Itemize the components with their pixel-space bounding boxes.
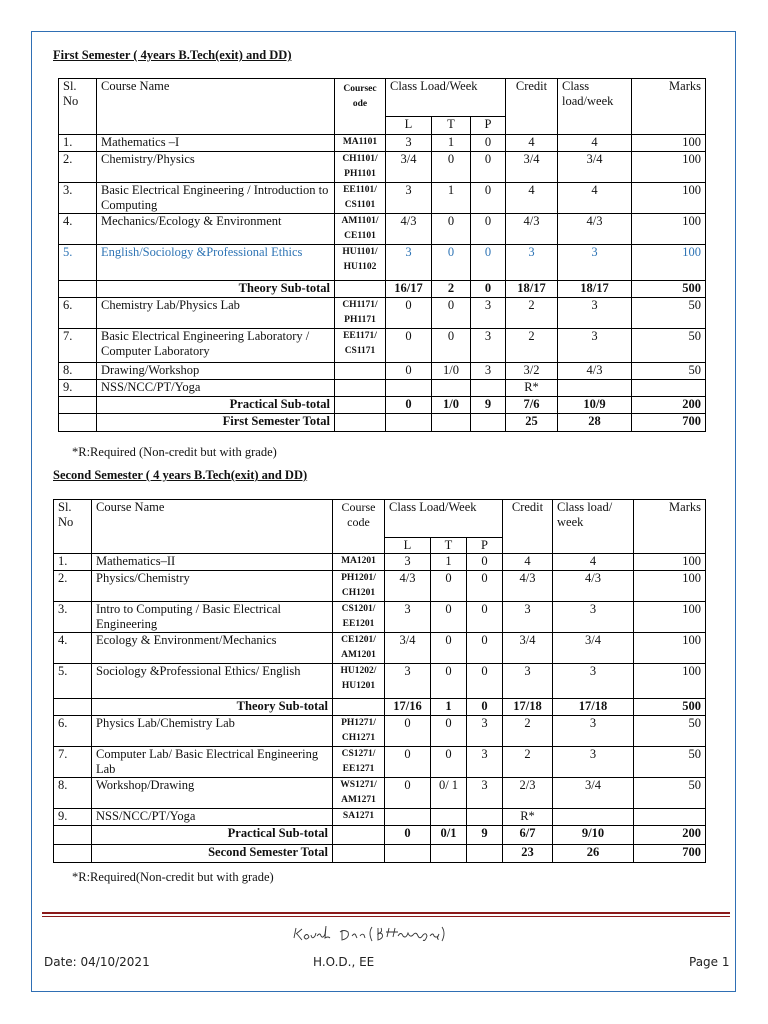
sl-cell: 1. — [54, 554, 92, 571]
course-code-cell: SA1271 — [333, 809, 385, 826]
sl-cell: 9. — [54, 809, 92, 826]
sem2-header-row — [54, 500, 706, 538]
sl-cell: 8. — [54, 778, 92, 809]
p-cell: 3 — [467, 716, 503, 747]
empty-cell — [467, 845, 503, 863]
credit-cell: 6/7 — [503, 826, 553, 845]
sl-cell: 6. — [54, 716, 92, 747]
marks-cell: 50 — [634, 747, 706, 778]
credit-cell: 4 — [506, 135, 558, 152]
empty-cell — [335, 281, 386, 298]
classload-cell: 4 — [558, 183, 632, 214]
sl-cell: 5. — [59, 245, 97, 281]
course-row — [59, 183, 706, 214]
course-row — [54, 664, 706, 699]
course-code-cell: HU1202/ HU1201 — [333, 664, 385, 699]
t-cell: 1/0 — [432, 363, 471, 380]
l-cell — [385, 809, 431, 826]
course-code-cell: HU1101/ HU1102 — [335, 245, 386, 281]
credit-cell: 7/6 — [506, 397, 558, 414]
course-code-cell: CH1171/ PH1171 — [335, 298, 386, 329]
course-header: Course Name — [92, 500, 333, 554]
course-name-cell: Physics Lab/Chemistry Lab — [92, 716, 333, 747]
t-cell: 0 — [432, 245, 471, 281]
empty-cell — [59, 397, 97, 414]
empty-cell — [59, 281, 97, 298]
credit-cell: 2 — [506, 298, 558, 329]
course-row — [54, 571, 706, 602]
course-code-cell: CH1101/ PH1101 — [335, 152, 386, 183]
marks-cell: 100 — [632, 214, 706, 245]
footer-date: Date: 04/10/2021 — [44, 955, 150, 969]
course-name-cell: English/Sociology &Professional Ethics — [97, 245, 335, 281]
marks-cell: 50 — [634, 716, 706, 747]
course-code-cell: WS1271/ AM1271 — [333, 778, 385, 809]
marks-cell: 200 — [634, 826, 706, 845]
footer-hod: H.O.D., EE — [313, 955, 375, 969]
marks-cell: 100 — [632, 245, 706, 281]
t-cell: 0 — [432, 329, 471, 363]
p-cell: 3 — [471, 329, 506, 363]
practical-subtotal-label: Practical Sub-total — [97, 397, 335, 414]
empty-cell — [59, 414, 97, 432]
theory-subtotal-label: Theory Sub-total — [92, 699, 333, 716]
marks-cell: 500 — [632, 281, 706, 298]
marks-header: Marks — [632, 79, 706, 135]
p-cell: 0 — [471, 135, 506, 152]
sl-cell: 5. — [54, 664, 92, 699]
classload-cell: 4 — [558, 135, 632, 152]
marks-cell: 100 — [634, 554, 706, 571]
credit-cell: 4/3 — [506, 214, 558, 245]
course-code-cell — [335, 380, 386, 397]
p-cell: 0 — [467, 664, 503, 699]
p-cell: 0 — [467, 602, 503, 633]
marks-header: Marks — [634, 500, 706, 554]
l-cell: 0 — [385, 826, 431, 845]
sl-cell: 7. — [59, 329, 97, 363]
course-row — [54, 602, 706, 633]
sl-header: Sl. No — [54, 500, 92, 554]
sl-cell: 3. — [59, 183, 97, 214]
classload-cell: 4/3 — [558, 363, 632, 380]
semester-total-row — [59, 414, 706, 432]
footer-page: Page 1 — [689, 955, 730, 969]
sl-cell: 1. — [59, 135, 97, 152]
l-cell: 3 — [386, 135, 432, 152]
theory-subtotal-row — [59, 281, 706, 298]
credit-header: Credit — [503, 500, 553, 554]
marks-cell: 50 — [632, 298, 706, 329]
footer-rule — [42, 912, 730, 914]
l-cell: 4/3 — [386, 214, 432, 245]
marks-cell: 500 — [634, 699, 706, 716]
semester-total-label: First Semester Total — [97, 414, 335, 432]
semester-total-row — [54, 845, 706, 863]
empty-cell — [432, 414, 471, 432]
l-cell: 3 — [385, 664, 431, 699]
l-cell: 0 — [385, 747, 431, 778]
course-name-cell: Chemistry/Physics — [97, 152, 335, 183]
t-cell: 2 — [432, 281, 471, 298]
marks-cell: 100 — [634, 571, 706, 602]
course-name-cell: NSS/NCC/PT/Yoga — [97, 380, 335, 397]
p-cell: 9 — [467, 826, 503, 845]
credit-cell: R* — [503, 809, 553, 826]
sem2-note: *R:Required(Non-credit but with grade) — [72, 870, 274, 884]
l-cell: 16/17 — [386, 281, 432, 298]
course-code-cell — [335, 363, 386, 380]
marks-cell: 50 — [632, 329, 706, 363]
l-cell: 3/4 — [385, 633, 431, 664]
marks-cell — [634, 809, 706, 826]
sem1-body — [59, 135, 706, 432]
credit-cell: 23 — [503, 845, 553, 863]
t-cell: 1 — [431, 554, 467, 571]
marks-cell: 50 — [632, 363, 706, 380]
p-cell: 3 — [471, 298, 506, 329]
sem1-title: First Semester ( 4years B.Tech(exit) and DD) — [53, 48, 292, 62]
t-cell: 1 — [432, 135, 471, 152]
course-code-cell: MA1201 — [333, 554, 385, 571]
credit-cell: R* — [506, 380, 558, 397]
l-cell: 17/16 — [385, 699, 431, 716]
course-code-cell: CS1201/ EE1201 — [333, 602, 385, 633]
p-cell: 9 — [471, 397, 506, 414]
p-header: P — [467, 538, 503, 554]
t-cell: 0 — [431, 716, 467, 747]
empty-cell — [386, 414, 432, 432]
classload-cell: 28 — [558, 414, 632, 432]
t-cell: 0 — [431, 664, 467, 699]
course-row — [59, 152, 706, 183]
course-name-cell: Sociology &Professional Ethics/ English — [92, 664, 333, 699]
credit-cell: 2/3 — [503, 778, 553, 809]
course-name-cell: Physics/Chemistry — [92, 571, 333, 602]
course-code-cell: AM1101/ CE1101 — [335, 214, 386, 245]
t-cell: 0 — [431, 633, 467, 664]
course-code-cell: CE1201/ AM1201 — [333, 633, 385, 664]
l-cell: 0 — [385, 716, 431, 747]
classload-cell: 10/9 — [558, 397, 632, 414]
course-row — [54, 716, 706, 747]
empty-cell — [335, 397, 386, 414]
classload-cell: 4/3 — [553, 571, 634, 602]
l-header: L — [386, 117, 432, 135]
course-row — [59, 363, 706, 380]
credit-cell: 18/17 — [506, 281, 558, 298]
t-cell: 1 — [431, 699, 467, 716]
marks-cell: 100 — [634, 664, 706, 699]
credit-cell: 4/3 — [503, 571, 553, 602]
course-row — [59, 329, 706, 363]
load-header: Class Load/Week — [386, 79, 506, 117]
course-row — [59, 135, 706, 152]
sem2-table — [53, 499, 706, 863]
course-row — [54, 554, 706, 571]
credit-cell: 2 — [503, 747, 553, 778]
credit-cell: 3 — [503, 664, 553, 699]
t-cell: 0/ 1 — [431, 778, 467, 809]
empty-cell — [471, 414, 506, 432]
t-cell — [431, 809, 467, 826]
credit-cell: 3/2 — [506, 363, 558, 380]
t-cell: 0 — [431, 602, 467, 633]
sem1-note: *R:Required (Non-credit but with grade) — [72, 445, 277, 459]
sl-cell: 9. — [59, 380, 97, 397]
practical-subtotal-row — [59, 397, 706, 414]
empty-cell — [431, 845, 467, 863]
marks-cell: 200 — [632, 397, 706, 414]
marks-cell: 700 — [634, 845, 706, 863]
l-cell: 0 — [386, 363, 432, 380]
credit-cell: 2 — [506, 329, 558, 363]
course-code-cell: EE1101/ CS1101 — [335, 183, 386, 214]
sl-cell: 2. — [54, 571, 92, 602]
credit-cell: 4 — [506, 183, 558, 214]
course-name-cell: Drawing/Workshop — [97, 363, 335, 380]
l-cell: 0 — [386, 298, 432, 329]
p-cell — [471, 380, 506, 397]
p-cell: 3 — [467, 778, 503, 809]
l-cell: 3 — [386, 183, 432, 214]
l-cell: 3 — [385, 554, 431, 571]
sl-cell: 3. — [54, 602, 92, 633]
marks-cell: 100 — [632, 135, 706, 152]
course-row — [59, 214, 706, 245]
classload-cell — [553, 809, 634, 826]
sl-cell: 2. — [59, 152, 97, 183]
credit-header: Credit — [506, 79, 558, 135]
p-cell: 3 — [471, 363, 506, 380]
l-cell: 0 — [385, 778, 431, 809]
credit-cell: 3/4 — [503, 633, 553, 664]
p-cell: 3 — [467, 747, 503, 778]
classload-cell: 3 — [553, 664, 634, 699]
course-name-cell: Intro to Computing / Basic Electrical Engineering — [92, 602, 333, 633]
course-row — [59, 245, 706, 281]
course-name-cell: Ecology & Environment/Mechanics — [92, 633, 333, 664]
course-name-cell: Mathematics–II — [92, 554, 333, 571]
classload-cell: 4/3 — [558, 214, 632, 245]
course-row — [59, 298, 706, 329]
p-cell: 0 — [471, 152, 506, 183]
sem2-title: Second Semester ( 4 years B.Tech(exit) and DD) — [53, 468, 308, 482]
l-cell: 0 — [386, 329, 432, 363]
sem1-header-row — [59, 79, 706, 117]
t-header: T — [432, 117, 471, 135]
marks-cell: 100 — [634, 602, 706, 633]
t-header: T — [431, 538, 467, 554]
course-code-cell: EE1171/ CS1171 — [335, 329, 386, 363]
t-cell: 0 — [432, 214, 471, 245]
course-name-cell: Workshop/Drawing — [92, 778, 333, 809]
p-cell: 0 — [467, 554, 503, 571]
empty-cell — [54, 845, 92, 863]
classload-cell: 18/17 — [558, 281, 632, 298]
l-cell: 3 — [385, 602, 431, 633]
course-name-cell: Computer Lab/ Basic Electrical Engineering Lab — [92, 747, 333, 778]
empty-cell — [333, 699, 385, 716]
footer-rule-thin — [42, 916, 730, 917]
course-name-cell: Mechanics/Ecology & Environment — [97, 214, 335, 245]
course-header: Course Name — [97, 79, 335, 135]
sl-cell: 4. — [59, 214, 97, 245]
course-row — [54, 778, 706, 809]
empty-cell — [335, 414, 386, 432]
empty-cell — [54, 699, 92, 716]
code-header: Coursec ode — [335, 79, 386, 135]
course-row — [54, 809, 706, 826]
load-header: Class Load/Week — [385, 500, 503, 538]
marks-cell: 50 — [634, 778, 706, 809]
classload-cell: 4 — [553, 554, 634, 571]
t-cell: 0 — [432, 152, 471, 183]
classload-cell: 3 — [553, 716, 634, 747]
theory-subtotal-row — [54, 699, 706, 716]
practical-subtotal-label: Practical Sub-total — [92, 826, 333, 845]
p-cell: 0 — [471, 183, 506, 214]
classload-cell — [558, 380, 632, 397]
classload-cell: 3 — [553, 747, 634, 778]
l-cell: 4/3 — [385, 571, 431, 602]
practical-subtotal-row — [54, 826, 706, 845]
course-code-cell: MA1101 — [335, 135, 386, 152]
credit-cell: 3 — [503, 602, 553, 633]
sl-cell: 8. — [59, 363, 97, 380]
p-cell: 0 — [471, 245, 506, 281]
t-cell: 0 — [431, 571, 467, 602]
marks-cell: 100 — [634, 633, 706, 664]
l-header: L — [385, 538, 431, 554]
t-cell: 0/1 — [431, 826, 467, 845]
empty-cell — [333, 826, 385, 845]
classload-cell: 9/10 — [553, 826, 634, 845]
course-name-cell: Mathematics –I — [97, 135, 335, 152]
sem2-body — [54, 554, 706, 863]
theory-subtotal-label: Theory Sub-total — [97, 281, 335, 298]
semester-total-label: Second Semester Total — [92, 845, 333, 863]
course-row — [59, 380, 706, 397]
sem1-table — [58, 78, 706, 432]
classload-cell: 17/18 — [553, 699, 634, 716]
classload-cell: 3 — [553, 602, 634, 633]
credit-cell: 25 — [506, 414, 558, 432]
marks-cell: 100 — [632, 183, 706, 214]
l-cell: 0 — [386, 397, 432, 414]
course-name-cell: NSS/NCC/PT/Yoga — [92, 809, 333, 826]
classload-cell: 3/4 — [553, 778, 634, 809]
empty-cell — [54, 826, 92, 845]
classload-cell: 3 — [558, 298, 632, 329]
signature — [290, 922, 470, 946]
classload-header: Class load/ week — [553, 500, 634, 554]
course-name-cell: Basic Electrical Engineering / Introduction to Computing — [97, 183, 335, 214]
credit-cell: 4 — [503, 554, 553, 571]
course-row — [54, 747, 706, 778]
p-cell — [467, 809, 503, 826]
empty-cell — [333, 845, 385, 863]
course-code-cell: PH1201/ CH1201 — [333, 571, 385, 602]
course-name-cell: Chemistry Lab/Physics Lab — [97, 298, 335, 329]
l-cell — [386, 380, 432, 397]
p-cell: 0 — [471, 281, 506, 298]
credit-cell: 17/18 — [503, 699, 553, 716]
p-cell: 0 — [471, 214, 506, 245]
l-cell: 3/4 — [386, 152, 432, 183]
classload-cell: 3 — [558, 329, 632, 363]
empty-cell — [385, 845, 431, 863]
classload-cell: 26 — [553, 845, 634, 863]
course-name-cell: Basic Electrical Engineering Laboratory / Computer Laboratory — [97, 329, 335, 363]
t-cell — [432, 380, 471, 397]
credit-cell: 3/4 — [506, 152, 558, 183]
sl-cell: 7. — [54, 747, 92, 778]
credit-cell: 2 — [503, 716, 553, 747]
classload-header: Class load/week — [558, 79, 632, 135]
t-cell: 1 — [432, 183, 471, 214]
sl-cell: 6. — [59, 298, 97, 329]
t-cell: 0 — [432, 298, 471, 329]
course-code-cell: PH1271/ CH1271 — [333, 716, 385, 747]
marks-cell: 700 — [632, 414, 706, 432]
p-cell: 0 — [467, 633, 503, 664]
course-row — [54, 633, 706, 664]
t-cell: 1/0 — [432, 397, 471, 414]
p-cell: 0 — [467, 571, 503, 602]
p-header: P — [471, 117, 506, 135]
classload-cell: 3 — [558, 245, 632, 281]
course-code-cell: CS1271/ EE1271 — [333, 747, 385, 778]
l-cell: 3 — [386, 245, 432, 281]
credit-cell: 3 — [506, 245, 558, 281]
code-header: Course code — [333, 500, 385, 554]
marks-cell — [632, 380, 706, 397]
marks-cell: 100 — [632, 152, 706, 183]
t-cell: 0 — [431, 747, 467, 778]
p-cell: 0 — [467, 699, 503, 716]
sl-cell: 4. — [54, 633, 92, 664]
classload-cell: 3/4 — [553, 633, 634, 664]
sl-header: Sl. No — [59, 79, 97, 135]
classload-cell: 3/4 — [558, 152, 632, 183]
